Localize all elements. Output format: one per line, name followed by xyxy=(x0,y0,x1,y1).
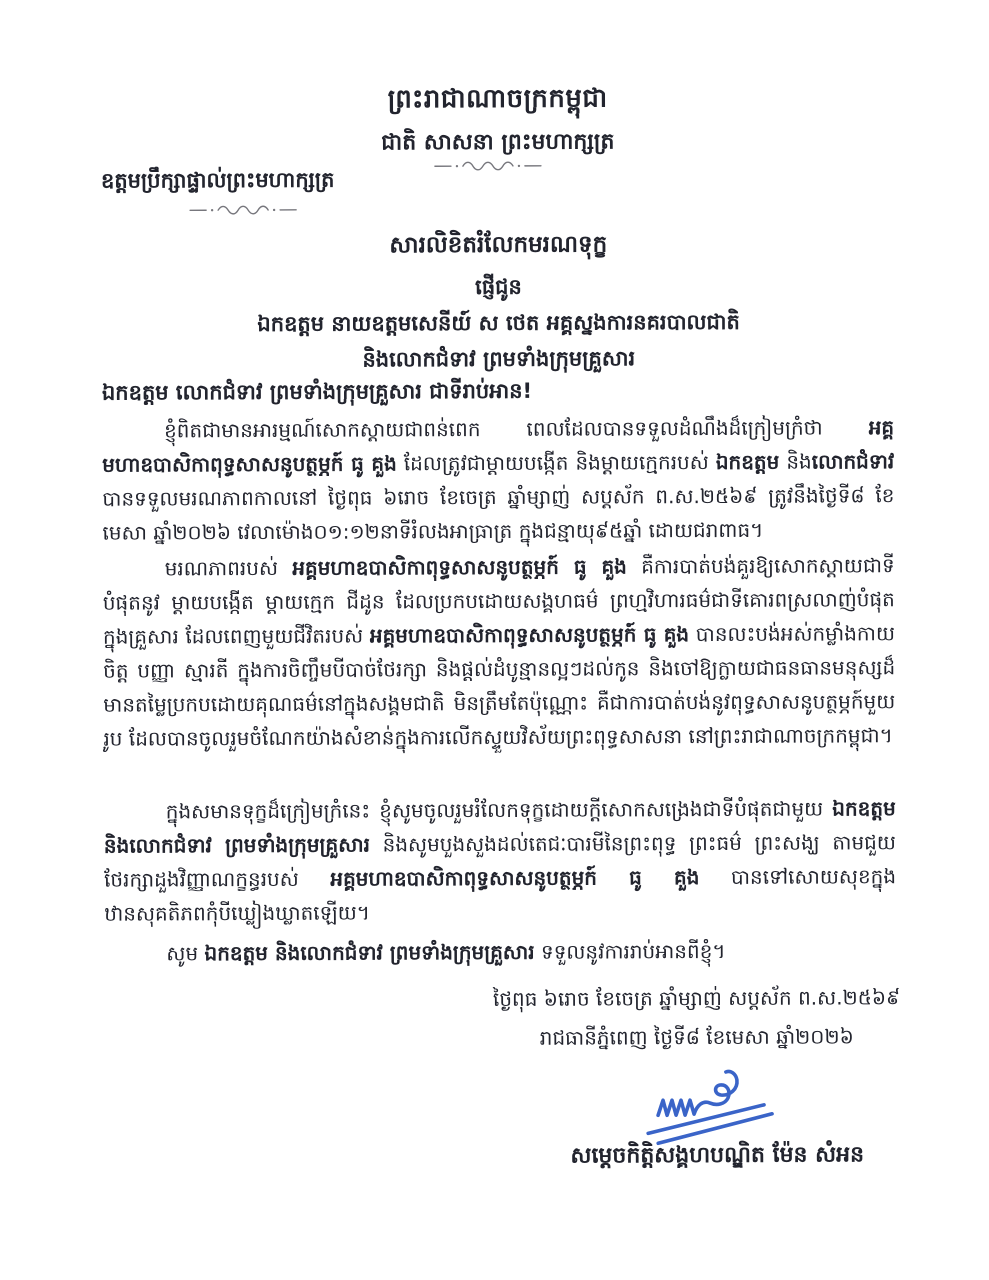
national-motto: ជាតិ សាសនា ព្រះមហាក្សត្រ xyxy=(381,129,615,156)
emphasized-text-run: ឯកឧត្តម និងលោកជំទាវ ព្រមទាំងក្រុមគ្រួសារ xyxy=(204,939,535,966)
salutation: ឯកឧត្តម លោកជំទាវ ព្រមទាំងក្រុមគ្រួសារ ជាទីរាប់អាន! xyxy=(101,378,533,405)
text-run: បានទទួលមរណភាពកាលនៅ ថ្ងៃពុធ ៦រោច ខែចេត្រ ឆ្នាំម្សាញ់ សប្តស័ក ព.ស.២៥៦៩ ត្រូវនឹងថ្ងៃទី៨ ខែមេសា ឆ្នាំ២០២៦ វេលាម៉ោង០១:១២នាទីរំលងអាធ្រាត្រ ក្នុងជន្មាយុ៩៥ឆ្នាំ ដោយជរាពាធ។ xyxy=(102,483,895,545)
emphasized-text-run: អគ្គមហាឧបាសិកាពុទ្ធសាសនូបត្ថម្ភក៍ ធូ គួង xyxy=(292,554,627,580)
letter-title: សារលិខិតរំលែកមរណទុក្ខ xyxy=(389,231,608,259)
emphasized-text-run: អគ្គមហាឧបាសិកាពុទ្ធសាសនូបត្ថម្ភក៍ ធូ គួង xyxy=(330,865,700,891)
text-run: ក្នុងសមានទុក្ខដ៏ក្រៀមក្រំនេះ ខ្ញុំសូមចូលរួមរំលែកទុក្ខដោយក្តីសោកសង្រេងជាទីបំផុតជាមួយ xyxy=(165,796,833,824)
signature-scribble xyxy=(642,1045,782,1146)
text-run: ដែលត្រូវជាម្តាយបង្កើត និងម្តាយក្មេករបស់ xyxy=(396,450,716,476)
letter-title-block xyxy=(98,226,899,379)
signature-icon xyxy=(642,1045,782,1146)
kingdom-title: ព្រះរាជាណាចក្រកម្ពុជា xyxy=(387,83,608,115)
paragraph-1 xyxy=(102,410,895,549)
text-run: ខ្ញុំពិតជាមានអារម្មណ៍សោកស្តាយជាពន់ពេក ពេលដែលបានទទួលដំណឹងដ៏ក្រៀមក្រំថា xyxy=(164,415,869,443)
gregorian-date: រាជធានីភ្នំពេញ ថ្ងៃទី៨ ខែមេសា ឆ្នាំ២០២៦ xyxy=(539,1024,854,1050)
emphasized-text-run: អគ្គមហាឧបាសិកាពុទ្ធសាសនូបត្ថម្ភក៍ ធូ គួង xyxy=(369,622,690,648)
text-run: សូម xyxy=(166,941,205,966)
text-run: គឺការបាត់បង់គួរឱ្យសោកស្តាយជាទីបំផុតនូវ ម្តាយបង្កើត ម្តាយក្មេក ជីដូន ដែលប្រកបដោយសង្គហធម៌ ព្រហ្មវិហារធម៌ជាទីគោរពស្រលាញ់បំផុតក្នុងគ្រួសារ ដែលពេញមួយជីវិតរបស់ xyxy=(102,553,895,649)
signer-name: សម្តេចកិត្តិសង្គហបណ្ឌិត ម៉ែន សំអន xyxy=(570,1142,865,1169)
lunar-date: ថ្ងៃពុធ ៦រោច ខែចេត្រ ឆ្នាំម្សាញ់ សប្តស័ក ព.ស.២៥៦៩ xyxy=(492,985,901,1012)
ornament-divider-icon xyxy=(433,160,543,172)
text-run: មរណភាពរបស់ xyxy=(164,555,293,581)
addressee-line-2: និងលោកជំទាវ ព្រមទាំងក្រុមគ្រួសារ xyxy=(362,346,636,372)
emphasized-text-run: ឯកឧត្តម និងលោកជំទាវ ព្រមទាំងក្រុមគ្រួសារ xyxy=(103,796,896,858)
text-run: និងសូមបួងសួងដល់តេជៈបារមីនៃព្រះពុទ្ធ ព្រះធម៌ ព្រះសង្ឃ តាមជួយថែរក្សាដួងវិញ្ញាណក្ខន្ធរបស់ xyxy=(103,830,896,892)
addressee-line-1: ឯកឧត្តម នាយឧត្តមសេនីយ៍ ស ថេត អគ្គស្នងការនគរបាលជាតិ xyxy=(257,309,740,337)
text-run: និង xyxy=(779,449,812,474)
emphasized-text-run: លោកជំទាវ xyxy=(811,449,895,474)
letter-subtitle: ផ្ញើជូន xyxy=(475,274,522,300)
paragraph-3 xyxy=(104,791,897,930)
emphasized-text-run: អគ្គមហាឧបាសិកាពុទ្ធសាសនូបត្ថម្ភក៍ ធូ គួង xyxy=(102,415,895,477)
text-run: ទទួលនូវការរាប់អានពីខ្ញុំ។ xyxy=(534,938,726,964)
paragraph-2 xyxy=(103,548,896,755)
emphasized-text-run: ឯកឧត្តម xyxy=(715,449,780,475)
ornament-divider-icon xyxy=(188,204,298,216)
text-run: បានទៅសោយសុខក្នុងឋានសុគតិភពកុំបីឃ្លៀងឃ្លាតឡើយ។ xyxy=(104,864,897,926)
closing-line xyxy=(166,933,896,970)
text-run: បានលះបង់អស់កម្លាំងកាយ ចិត្ត បញ្ញា ស្មារតី ក្នុងការចិញ្ចឹមបីបាច់ថែរក្សា និងផ្តល់ដំបូន្មានល្អៗដល់កូន និងចៅឱ្យក្លាយជាធនធានមនុស្សដ៏មានតម្លៃប្រកបដោយគុណធម៌នៅក្នុងសង្គមជាតិ មិនត្រឹមតែប៉ុណ្ណោះ គឺជាការបាត់បង់នូវពុទ្ធសាសនូបត្ថម្ភក៍មួយរូប ដែលបានចូលរួមចំណែកយ៉ាងសំខាន់ក្នុងការលើកស្ទួយវិស័យព្រះពុទ្ធសាសនា នៅព្រះរាជាណាចក្រកម្ពុជា។ xyxy=(103,621,896,751)
sender-office: ឧត្តមប្រឹក្សាផ្ទាល់ព្រះមហាក្សត្រ xyxy=(100,167,335,193)
